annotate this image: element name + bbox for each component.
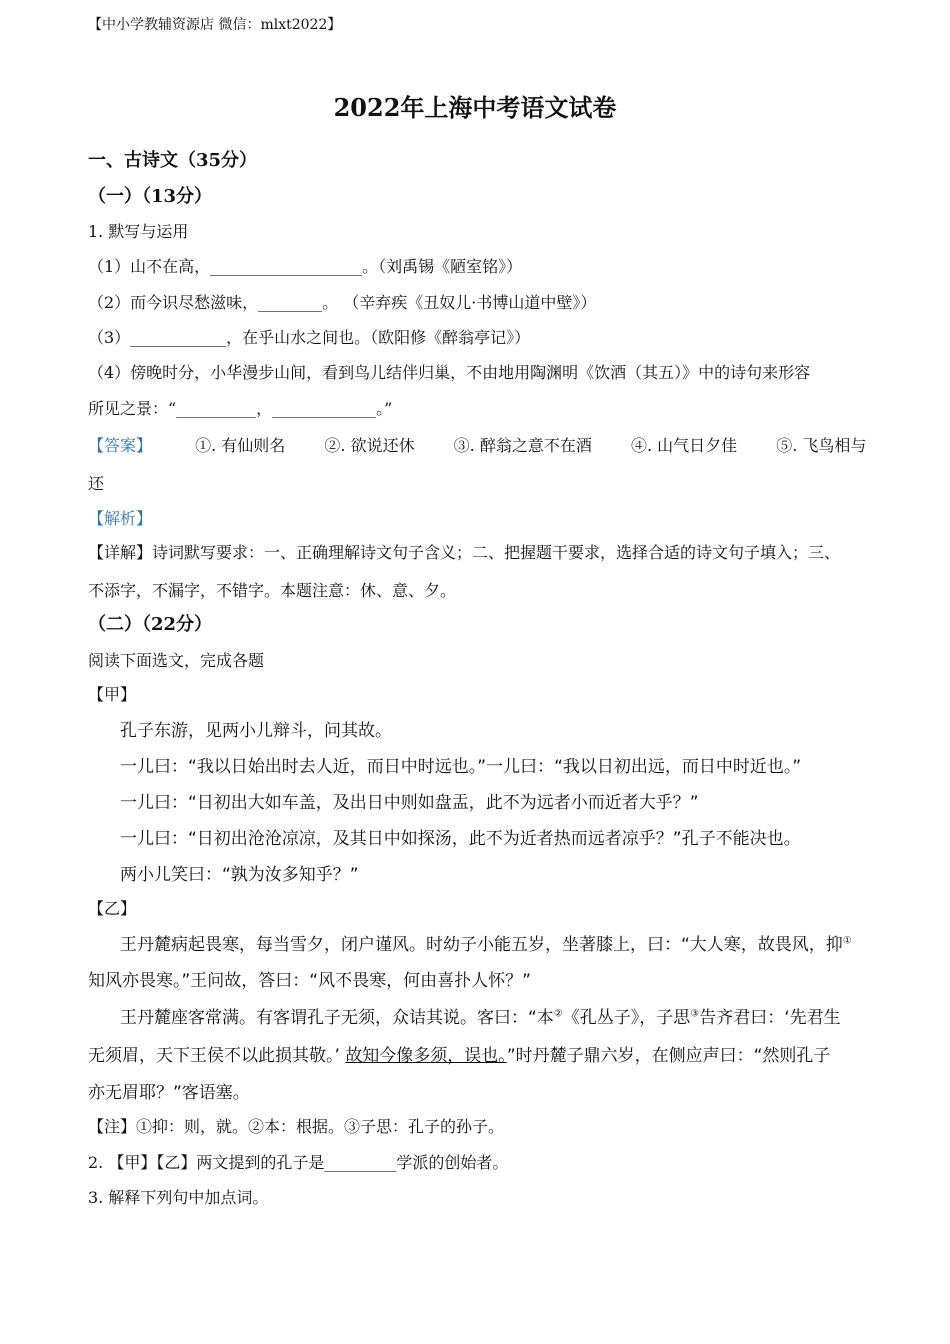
part1-heading: （一）（13分） bbox=[88, 186, 213, 207]
detail-line-1: 【详解】诗词默写要求：一、正确理解诗文句子含义；二、把握题干要求，选择合适的诗文句子填入；三、 bbox=[88, 543, 841, 562]
footnote-mark: ③ bbox=[690, 1008, 700, 1020]
yi-text: 无须眉，天下王侯不以此损其敬。’ bbox=[88, 1046, 340, 1066]
q1-item-4: （4）傍晚时分，小华漫步山间，看到鸟儿结伴归巢，不由地用陶渊明《饮酒（其五）》中的诗句来形容 bbox=[88, 363, 811, 382]
reading-intro: 阅读下面选文，完成各题 bbox=[88, 651, 265, 670]
answer-label: 【答案】 bbox=[88, 436, 153, 455]
yi-text: 《孔丛子》，子思 bbox=[562, 1008, 691, 1028]
answer-item: ⑤. 飞鸟相与 bbox=[776, 436, 867, 455]
answer-line bbox=[88, 433, 866, 456]
analysis-label: 【解析】 bbox=[88, 509, 153, 528]
underlined-sentence: 故知今像多须，误也。 bbox=[345, 1046, 507, 1066]
yi-text: 王丹麓座客常满。有客谓孔子无须，众诘其说。客曰：“本 bbox=[120, 1008, 554, 1028]
yi-paragraph-1-line-1 bbox=[120, 930, 852, 955]
yi-paragraph-2-line-1 bbox=[120, 1003, 841, 1028]
jia-label: 【甲】 bbox=[88, 685, 137, 704]
yi-text: 王丹麓病起畏寒，每当雪夕，闭户谨风。时幼子小能五岁，坐著膝上，曰：“大人寒，故畏风，抑 bbox=[120, 935, 843, 955]
question-3: 3. 解释下列句中加点词。 bbox=[88, 1188, 269, 1207]
jia-line: 一儿曰：“日初出大如车盖，及出日中则如盘盂，此不为远者小而近者大乎？” bbox=[120, 793, 699, 813]
jia-line: 两小儿笑曰：“孰为汝多知乎？” bbox=[120, 865, 359, 885]
part2-heading: （二）（22分） bbox=[88, 614, 213, 635]
q1-item-1: （1）山不在高，___________________。（刘禹锡《陋室铭》） bbox=[88, 257, 523, 276]
footnote-mark: ② bbox=[553, 1008, 563, 1020]
answer-item: ④. 山气日夕佳 bbox=[630, 436, 738, 455]
yi-paragraph-2-line-3: 亦无眉耶？”客语塞。 bbox=[88, 1083, 250, 1103]
jia-line: 一儿曰：“日初出沧沧凉凉，及其日中如探汤，此不为近者热而远者凉乎？”孔子不能决也。 bbox=[120, 829, 801, 849]
footnote-mark: ① bbox=[842, 935, 852, 947]
jia-line: 孔子东游，见两小儿辩斗，问其故。 bbox=[120, 721, 392, 741]
q1-item-2: （2）而今识尽愁滋味，________。 （辛弃疾《丑奴儿·书博山道中壁》） bbox=[88, 293, 597, 312]
answer-item: ①. 有仙则名 bbox=[195, 436, 286, 455]
detail-line-2: 不添字，不漏字，不错字。本题注意：休、意、夕。 bbox=[88, 581, 457, 600]
yi-paragraph-1-line-2: 知风亦畏寒。”王问故，答曰：“风不畏寒，何由喜扑人怀？” bbox=[88, 971, 531, 991]
question-1-title: 1. 默写与运用 bbox=[88, 222, 189, 241]
answer-item: ③. 醉翁之意不在酒 bbox=[453, 436, 592, 455]
yi-label: 【乙】 bbox=[88, 899, 137, 918]
q1-item-3: （3）____________，在乎山水之间也。（欧阳修《醉翁亭记》） bbox=[88, 328, 531, 347]
question-2: 2. 【甲】【乙】两文提到的孔子是_________学派的创始者。 bbox=[88, 1153, 509, 1172]
header-note: 【中小学教辅资源店 微信：mlxt2022】 bbox=[88, 17, 342, 33]
q1-item-4-cont: 所见之景：“__________，_____________。” bbox=[88, 399, 393, 418]
page-title: 2022年上海中考语文试卷 bbox=[333, 93, 617, 122]
answer-wrap: 还 bbox=[88, 474, 105, 493]
jia-line: 一儿曰：“我以日始出时去人近，而日中时远也。”一儿曰：“我以日初出远，而日中时近也。” bbox=[120, 757, 802, 777]
answer-item: ②. 欲说还休 bbox=[324, 436, 415, 455]
section-heading: 一、古诗文（35分） bbox=[88, 150, 258, 171]
notes: 【注】①抑：则，就。②本：根据。③子思：孔子的孙子。 bbox=[88, 1117, 505, 1136]
yi-paragraph-2-line-2 bbox=[88, 1041, 830, 1066]
yi-text: ”时丹麓子鼎六岁，在侧应声曰：“然则孔子 bbox=[506, 1046, 831, 1066]
yi-text: 告齐君曰：‘先君生 bbox=[699, 1008, 841, 1028]
